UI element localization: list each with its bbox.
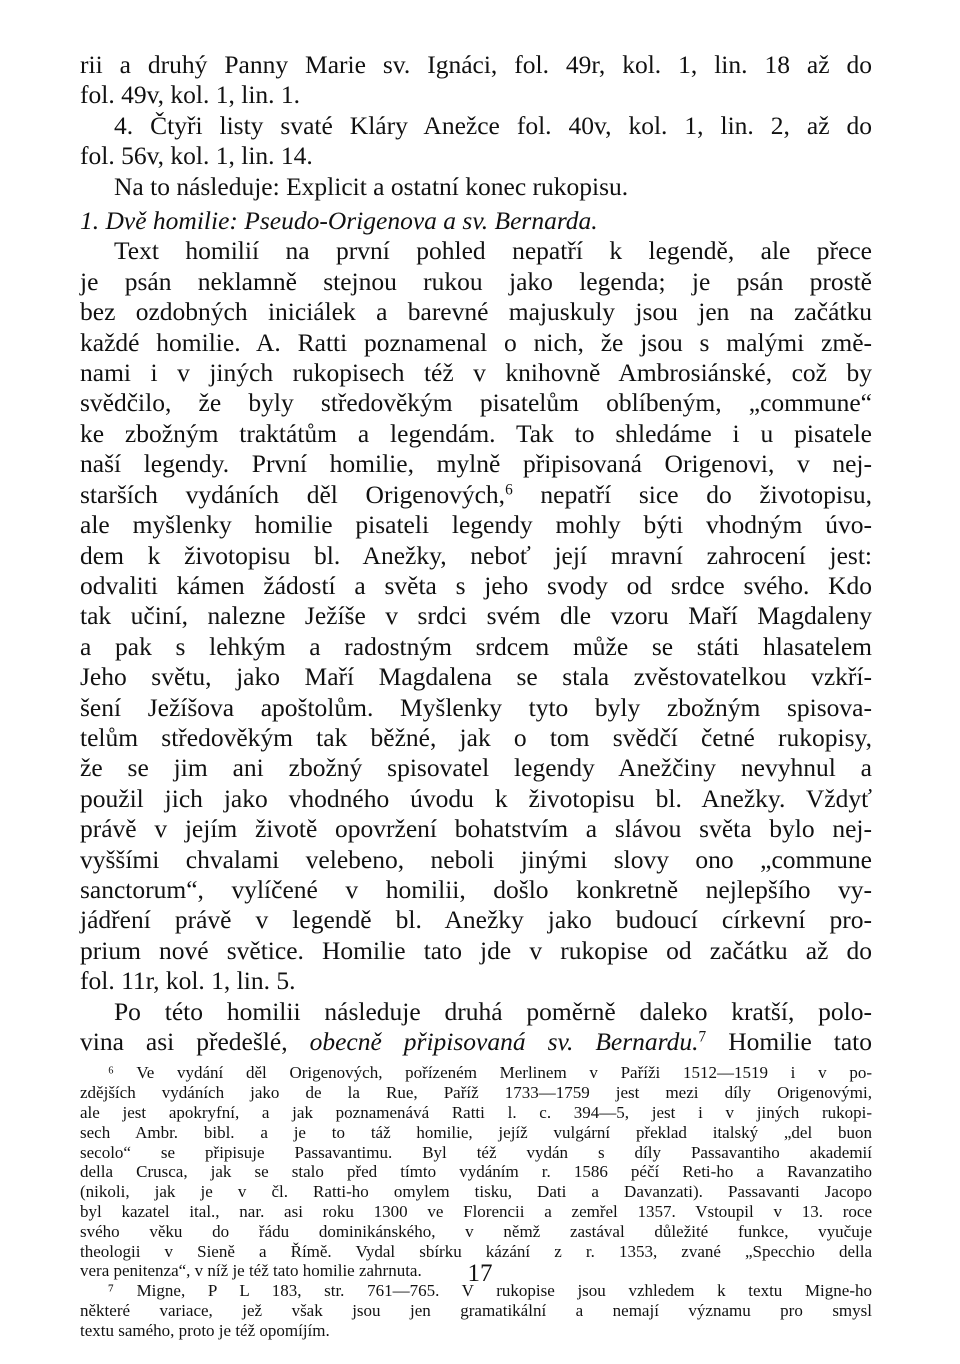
text-line: svědčilo, že byly středověkým pisatelům oblíbeným, „commune“ — [80, 388, 872, 418]
text-line: naší legendy. První homilie, mylně připisovaná Origenovi, v nej- — [80, 449, 872, 479]
footnote-line: byl kazatel ital., nar. asi roku 1300 ve Florencii a zemřel 1357. Vstoupil v 13. roce — [80, 1201, 872, 1221]
text-line: odvaliti kámen žádostí a světa s jeho svody od srdce svého. Kdo — [80, 570, 872, 600]
footnote-line: vera penitenza“, v níž je též tato homilie zahrnuta. — [80, 1261, 422, 1281]
text-line — [80, 1027, 872, 1057]
section-number: 1. — [80, 206, 100, 236]
footnote-line: (nikoli, jak je v čl. Ratti-ho omylem tisku, Dati a Davanzati). Passavanti Jacopo — [80, 1182, 872, 1202]
footnote-ref-7: 7 — [698, 1028, 707, 1046]
text-line: Text homilií na první pohled nepatří k legendě, ale přece — [114, 236, 872, 266]
text-line: ale myšlenky homilie pisateli legendy mohly býti vhodným úvo- — [80, 510, 872, 540]
text-line: jádření právě v legendě bl. Anežky jako budoucí církevní pro- — [80, 905, 872, 935]
text-line: Po této homilii následuje druhá poměrně daleko kratší, polo- — [114, 996, 872, 1026]
page-number: 17 — [467, 1260, 493, 1287]
footnote-line: secolo“ se připisuje Passavantimu. Byl též vydán s díly Passavantiho akademií — [80, 1142, 872, 1162]
text-line: fol. 56v, kol. 1, lin. 14. — [80, 141, 313, 171]
top-lines — [80, 50, 872, 202]
text-line: ke zbožným traktátům a legendám. Tak to shledáme i u pisatele — [80, 418, 872, 448]
footnote-line: ⁷ Migne, P L 183, str. 761—765. V rukopise jsou vzhledem k textu Migne-ho — [108, 1281, 872, 1301]
text-line: telům středověkým tak běžné, jak o tom svědčí četné rukopisy, — [80, 722, 872, 752]
footnote-line: ⁶ Ve vydání děl Origenových, pořízeném Merlinem v Paříži 1512—1519 i v po- — [108, 1063, 872, 1083]
text-span: vina asi předešlé, — [80, 1027, 310, 1056]
text-line: Jeho světu, jako Maří Magdalena se stala zvěstovatelkou vzkří- — [80, 662, 872, 692]
text-line: každé homilie. A. Ratti poznamenal o nich, že jsou s malými změ- — [80, 327, 872, 357]
section-heading — [80, 206, 872, 236]
text-line: bez ozdobných iniciálek a barevné majuskuly jsou jen na začátku — [80, 297, 872, 327]
text-span: nepatří sice do životopisu, — [512, 479, 872, 509]
text-line: rii a druhý Panny Marie sv. Ignáci, fol. 49r, kol. 1, lin. 18 až do — [80, 50, 872, 79]
footnotes — [80, 1063, 872, 1340]
footnote-line: ale jest apokryfní, a jak poznamenává Ratti l. c. 394—5, jest i v jiných rukopi- — [80, 1103, 872, 1122]
footnote-line: theologii v Sieně a Římě. Vydal sbírku kázání z r. 1353, zvané „Specchio della — [80, 1241, 872, 1261]
text-line: právě v jejím životě opovržení bohatstvím a slávou světa bylo nej- — [80, 814, 872, 844]
text-line: Na to následuje: Explicit a ostatní konec rukopisu. — [114, 171, 629, 201]
footnote-line: textu samého, proto je též opomíjím. — [80, 1320, 330, 1340]
text-line: dem k životopisu bl. Anežky, neboť její mravní zahrocení jest: — [80, 540, 872, 570]
text-line: fol. 49v, kol. 1, lin. 1. — [80, 80, 301, 110]
paragraph-2 — [80, 997, 872, 1058]
footnote-ref-6: 6 — [505, 481, 513, 499]
text-line: vyššími chvalami velebeno, neboli jinými slovy ono „commune — [80, 844, 872, 874]
section-title: Dvě homilie: Pseudo-Origenova a sv. Bernarda. — [105, 206, 598, 236]
footnote-line: della Crusca, jak se stalo před tímto vydáním r. 1586 péčí Reti-ho a Ravanzatiho — [80, 1162, 872, 1182]
text-span: Homilie tato — [706, 1027, 873, 1056]
text-line: fol. 11r, kol. 1, lin. 5. — [80, 966, 296, 996]
text-line: sanctorum“, vylíčené v homilii, došlo konkretně nejlepšího vy- — [80, 874, 872, 904]
text-line: je psán neklamně stejnou rukou jako legenda; je psán prostě — [80, 266, 872, 296]
text-span: starších vydáních děl Origenových, — [80, 479, 506, 509]
footnote-line: některé variace, jež však jsou jen gramatikální a nemají významu pro smysl — [80, 1300, 872, 1320]
text-line: šení Ježíšova apoštolům. Myšlenky tyto byly zbožným spisova- — [80, 692, 872, 722]
text-line: nami i v jiných rukopisech též v knihovně Ambrosiánské, což by — [80, 358, 872, 388]
text-line: a pak s lehkým a radostným srdcem může se státi hlasatelem — [80, 631, 872, 661]
footnote-line: svého věku do řádu dominikánského, v němž zastával důležité funkce, vyučuje — [80, 1221, 872, 1241]
page — [80, 50, 872, 1341]
footnote-line: zdějších vydáních jako de la Rue, Paříž 1733—1759 jest mezi díly Origenovými, — [80, 1083, 872, 1103]
paragraph-1 — [80, 236, 872, 996]
text-line: prium nové světice. Homilie tato jde v rukopise od začátku až do — [80, 935, 872, 965]
italic-span: obecně připisovaná sv. Bernardu. — [309, 1027, 699, 1056]
text-line: tak učiní, nalezne Ježíše v srdci svém dle vzoru Maří Magdaleny — [80, 601, 872, 631]
text-line: že se jim ani zbožný spisovatel legendy Anežčiny nevyhnul a — [80, 753, 872, 783]
text-line: použil jich jako vhodného úvodu k životopisu bl. Anežky. Vždyť — [80, 783, 872, 813]
footnote-line: sech Ambr. bibl. a je to táž homilie, jejíž vulgární překlad italský „del buon — [80, 1122, 872, 1142]
text-line: 4. Čtyři listy svaté Kláry Anežce fol. 40v, kol. 1, lin. 2, až do — [114, 110, 872, 140]
text-line — [80, 480, 872, 510]
